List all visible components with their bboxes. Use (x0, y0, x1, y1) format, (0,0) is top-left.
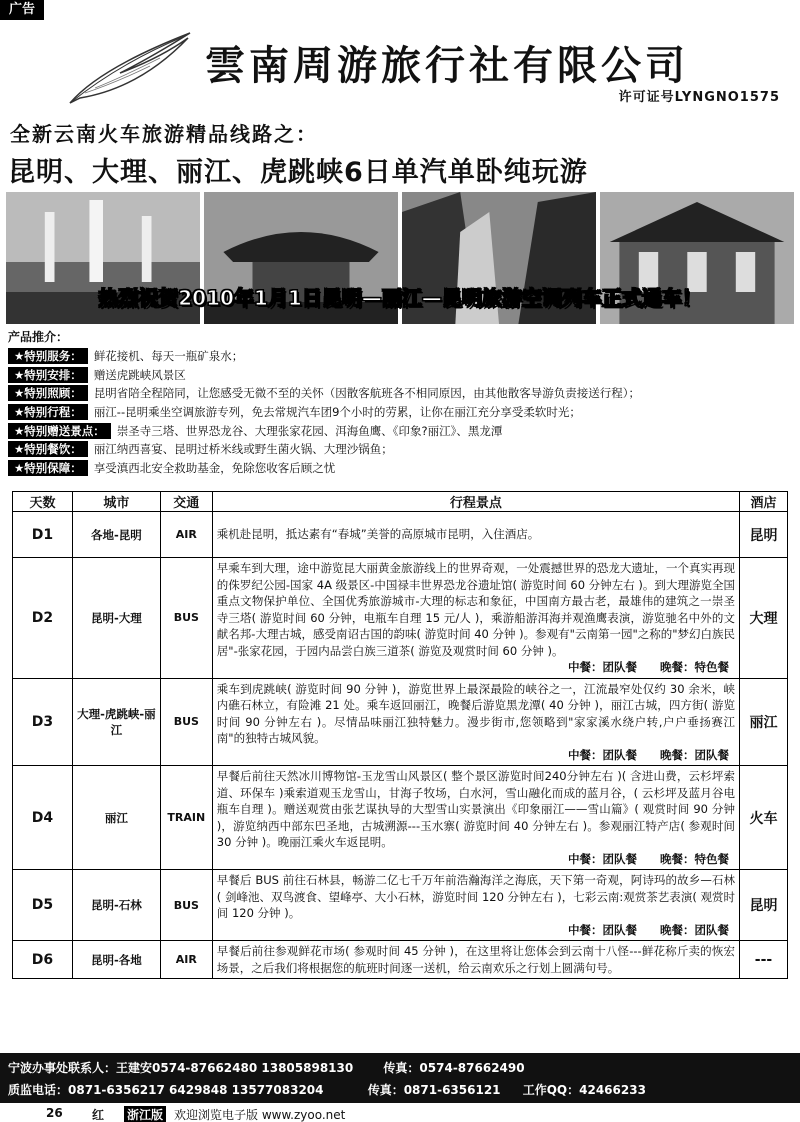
desc-cell (212, 941, 739, 979)
contact-footer (0, 1053, 800, 1103)
route-banner (0, 112, 800, 192)
product-item (8, 459, 792, 478)
hotel-cell: --- (740, 941, 788, 979)
desc-text: 早餐后前往参观鲜花市场( 参观时间 45 分钟 )，在这里将让您体会到云南十八怪---鲜花称斤卖的恢宏场景，之后我们将根据您的航班时间逐一送机，给云南欢乐之行划上圆满句号。 (216, 944, 736, 975)
day-cell: D6 (13, 941, 73, 979)
desc-cell (212, 766, 739, 870)
city-cell: 昆明-大理 (72, 558, 160, 679)
desc-cell (212, 678, 739, 766)
product-label: ★特别服务： (8, 348, 88, 364)
fax-label: 传真： (367, 1083, 404, 1097)
company-name: 雲南周游旅行社有限公司 (205, 42, 689, 89)
table-row (13, 870, 788, 941)
celebration-headline: 热烈祝贺2010年1月1日昆明—丽江—昆明旅游空调列车正式通车！ (98, 286, 702, 310)
products-title: 产品推介： (8, 330, 69, 344)
header-day: 天数 (13, 492, 73, 512)
product-label: ★特别行程： (8, 404, 88, 420)
contact-value: 王建安0574-87662480 13805898130 (116, 1061, 354, 1075)
transport-cell: AIR (160, 941, 212, 979)
qq-label: 工作QQ： (522, 1083, 580, 1097)
meal-text: 中餐：团队餐 晚餐：团队餐 (568, 747, 730, 762)
meal-text: 中餐：团队餐 晚餐：特色餐 (568, 851, 730, 866)
product-text: 崇圣寺三塔、世界恐龙谷、大理张家花园、洱海鱼鹰、《印象?丽江》、黑龙潭 (116, 423, 503, 438)
contact-row (8, 1059, 525, 1076)
desc-text: 早乘车到大理，途中游览昆大丽黄金旅游线上的世界奇观，一处震撼世界的恐龙大遗址，一个真实再现的侏罗纪公园-国家 4A 级景区-中国禄丰世界恐龙谷遗址馆( 游览时间 60 分钟左右 )。到大理游览全国重点文物保护单位、全国优秀旅游城市-大理的标志和象征，中国南方最古老，最雄伟的建筑之一崇圣寺三塔( 游览时间 60 分钟，电瓶车自理 15 元/人 )，乘游船游洱海并观渔鹰表演，游览驰名中外的文献名邦-大理古城，感受南诏古国的韵味( 游览时间 40 分钟 )。参观有"云南第一园"之称的"梦幻白族民居"-张家花园，于园内品尝白族三道茶( 游览及观赏时间 60 分钟 )。 (216, 561, 736, 658)
product-text: 丽江纳西喜宴、昆明过桥米线或野生菌火锅、大理沙锅鱼； (93, 442, 393, 457)
qq-value: 42466233 (579, 1083, 646, 1097)
product-text: 赠送虎跳峡风景区 (93, 367, 186, 382)
city-cell: 丽江 (72, 766, 160, 870)
product-text: 享受滇西北安全救助基金，免除您收客后顾之忧 (93, 460, 336, 475)
product-item (8, 440, 792, 459)
day-cell: D5 (13, 870, 73, 941)
product-recommendations (8, 328, 792, 477)
hotel-cell: 火车 (740, 766, 788, 870)
product-label: ★特别安排： (8, 367, 88, 383)
desc-text: 乘车到虎跳峡( 游览时间 90 分钟 )，游览世界上最深最险的峡谷之一，江流最窄处仅约 30 余米，峡内礁石林立，有险滩 21 处。乘车返回丽江，晚餐后游览黑龙潭( 40 分钟 )，丽江古城，四方街( 游览时间 90 分钟左右 )。尽情品味丽江独特魅力。漫步街市,您领略到"家家溪水绕户转,户户垂扬赛江南"的独特古城风貌。 (216, 681, 736, 745)
product-item (8, 366, 792, 385)
itinerary-table (12, 491, 788, 979)
transport-cell: BUS (160, 678, 212, 766)
meal-text: 中餐：团队餐 晚餐：团队餐 (568, 922, 730, 937)
product-item (8, 421, 792, 440)
fax-value: 0574-87662490 (419, 1061, 525, 1075)
transport-cell: TRAIN (160, 766, 212, 870)
desc-cell (212, 512, 739, 558)
edition-badge: 浙江版 (124, 1106, 166, 1122)
table-row (13, 766, 788, 870)
page-number: 26 (46, 1106, 63, 1120)
website-link[interactable]: 欢迎浏览电子版 www.zyoo.net (174, 1108, 346, 1122)
hotel-cell: 昆明 (740, 870, 788, 941)
day-cell: D1 (13, 512, 73, 558)
desc-text: 乘机赴昆明，抵达素有“春城”美誉的高原城市昆明，入住酒店。 (216, 527, 540, 542)
license-number: 许可证号LYNGNO1575 (618, 90, 780, 105)
qc-row (8, 1081, 646, 1098)
header (0, 20, 800, 112)
day-cell: D2 (13, 558, 73, 679)
product-label: ★特别餐饮： (8, 441, 88, 457)
contact-label: 宁波办事处联系人： (8, 1061, 117, 1075)
header-itinerary: 行程景点 (212, 492, 739, 512)
hotel-cell: 大理 (740, 558, 788, 679)
product-text: 丽江--昆明乘坐空调旅游专列，免去常规汽车团9个小时的劳累，让你在丽江充分享受柔软时光； (93, 405, 581, 420)
edition-red: 红 (92, 1108, 105, 1122)
table-header-row (13, 492, 788, 512)
product-item (8, 384, 792, 403)
day-cell: D4 (13, 766, 73, 870)
fax-label: 传真： (383, 1061, 420, 1075)
meal-text: 中餐：团队餐 晚餐：特色餐 (568, 660, 730, 674)
product-label: ★特别照顾： (8, 385, 88, 401)
desc-cell (212, 870, 739, 941)
table-row (13, 941, 788, 979)
header-city: 城市 (72, 492, 160, 512)
desc-text: 早餐后 BUS 前往石林县，畅游二亿七千万年前浩瀚海洋之海底，天下第一奇观，阿诗玛的故乡—石林( 剑峰池、双鸟渡食、望峰亭、大小石林，游览时间 120 分钟左右 )，七彩云南:观赏茶艺表演( 观赏时间 120 分钟 )。 (216, 873, 736, 920)
table-row (13, 512, 788, 558)
route-subtitle: 全新云南火车旅游精品线路之： (10, 122, 318, 146)
desc-text: 早餐后前往天然冰川博物馆-玉龙雪山风景区( 整个景区游览时间240分钟左右 )( 含进山费，云杉坪索道、环保车 )乘索道观玉龙雪山，甘海子牧场，白水河，雪山融化而成的蓝月谷，( 云杉坪及蓝月谷电瓶车自理 )。赠送观赏由张艺谋执导的大型雪山实景演出《印象丽江——雪山篇》( 观赏时间 90 分钟 )，游览纳西中部东巴圣地，古城溯源---玉水寨( 游览时间 40 分钟左右 )。参观丽江特产店( 参观时间 30 分钟 )。晚丽江乘火车返昆明。 (216, 769, 736, 849)
product-item (8, 347, 792, 366)
header-transport: 交通 (160, 492, 212, 512)
city-cell: 各地-昆明 (72, 512, 160, 558)
qc-label: 质监电话： (8, 1083, 69, 1097)
product-item (8, 403, 792, 422)
transport-cell: BUS (160, 870, 212, 941)
feather-logo-icon (60, 28, 200, 108)
header-hotel: 酒店 (740, 492, 788, 512)
hotel-cell: 昆明 (740, 512, 788, 558)
hotel-cell: 丽江 (740, 678, 788, 766)
product-text: 鲜花接机、每天一瓶矿泉水； (93, 349, 244, 364)
day-cell: D3 (13, 678, 73, 766)
product-text: 昆明省陪全程陪同，让您感受无微不至的关怀（因散客航班各不相同原因，由其他散客导游负责接送行程）； (93, 386, 641, 401)
city-cell: 大理-虎跳峡-丽江 (72, 678, 160, 766)
route-title: 昆明、大理、丽江、虎跳峡6日单汽单卧纯玩游 (8, 157, 588, 188)
page-footer (0, 1104, 800, 1122)
fax-value: 0871-6356121 (403, 1083, 501, 1097)
desc-cell (212, 558, 739, 679)
qc-value: 0871-6356217 6429848 13577083204 (68, 1083, 324, 1097)
table-row (13, 678, 788, 766)
product-label: ★特别保障： (8, 460, 88, 476)
transport-cell: AIR (160, 512, 212, 558)
ad-tag: 广告 (0, 0, 44, 20)
transport-cell: BUS (160, 558, 212, 679)
city-cell: 昆明-各地 (72, 941, 160, 979)
table-row (13, 558, 788, 679)
product-label: ★特别赠送景点： (8, 423, 111, 439)
city-cell: 昆明-石林 (72, 870, 160, 941)
